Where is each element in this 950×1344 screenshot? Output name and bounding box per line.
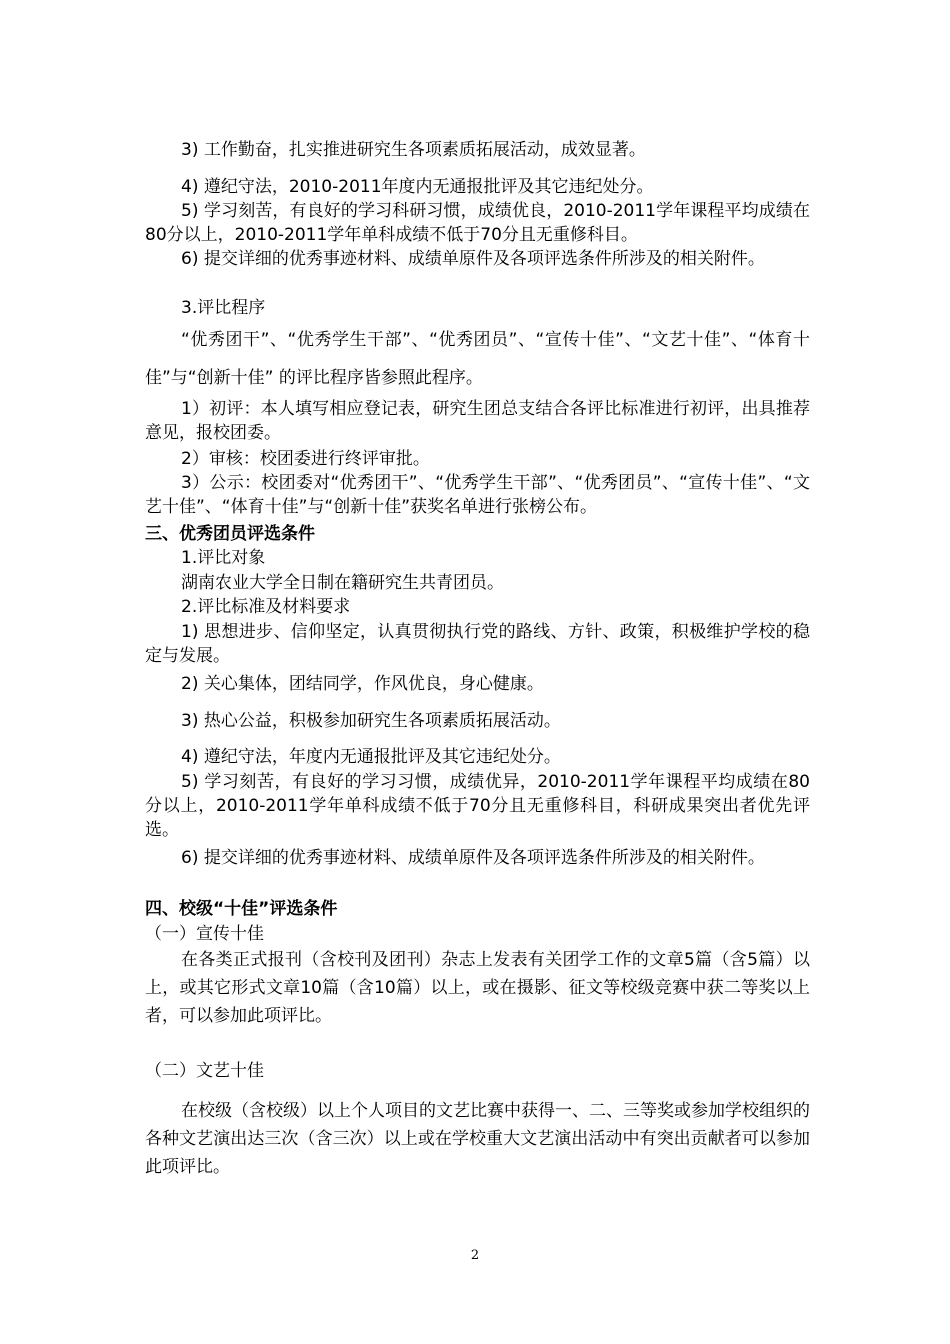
- paragraph-publicity-top10: 在各类正式报刊（含校刊及团刊）杂志上发表有关团学工作的文章5篇（含5篇）以上，或其它形式文章10篇（含10篇）以上，或在摄影、征文等校级竞赛中获二等奖以上者，可以参加此项评比。: [145, 950, 810, 1026]
- paragraph-initial-review: 1）初评：本人填写相应登记表，研究生团总支结合各评比标准进行初评，出具推荐意见，报校团委。: [145, 399, 810, 443]
- paragraph-item-6-materials: 6) 提交详细的优秀事迹材料、成绩单原件及各项评选条件所涉及的相关附件。: [181, 249, 765, 269]
- subheading-publicity-top10: （一）宣传十佳: [145, 924, 264, 944]
- paragraph-criteria-4: 4) 遵纪守法，年度内无通报批评及其它违纪处分。: [181, 747, 561, 767]
- paragraph-criteria-1: 1) 思想进步、信仰坚定，认真贯彻执行党的路线、方针、政策，积极维护学校的稳定与发展。: [145, 622, 810, 666]
- paragraph-criteria-6: 6) 提交详细的优秀事迹材料、成绩单原件及各项评选条件所涉及的相关附件。: [181, 848, 765, 868]
- paragraph-audit: 2）审核：校团委进行终评审批。: [181, 449, 430, 469]
- paragraph-procedure-scope: “优秀团干”、“优秀学生干部”、“优秀团员”、“宣传十佳”、“文艺十佳”、“体育十佳”与“创新十佳” 的评比程序皆参照此程序。: [145, 330, 810, 388]
- section-heading-3: 三、优秀团员评选条件: [145, 524, 315, 544]
- section-heading-4: 四、校级“十佳”评选条件: [145, 899, 338, 919]
- paragraph-target: 湖南农业大学全日制在籍研究生共青团员。: [181, 573, 504, 593]
- paragraph-criteria-5: 5) 学习刻苦，有良好的学习习惯，成绩优异，2010-2011学年课程平均成绩在80分以上，2010-2011学年单科成绩不低于70分且无重修科目，科研成果突出者优先评选。: [145, 772, 810, 840]
- paragraph-item-3-work: 3) 工作勤奋，扎实推进研究生各项素质拓展活动，成效显著。: [181, 140, 646, 160]
- paragraph-item-4-discipline: 4) 遵纪守法，2010-2011年度内无通报批评及其它违纪处分。: [181, 177, 654, 197]
- paragraph-item-5-study: 5) 学习刻苦，有良好的学习科研习惯，成绩优良，2010-2011学年课程平均成绩在80分以上，2010-2011学年单科成绩不低于70分且无重修科目。: [145, 201, 810, 245]
- subheading-procedure: 3.评比程序: [181, 298, 266, 318]
- paragraph-criteria-2: 2) 关心集体，团结同学，作风优良，身心健康。: [181, 674, 544, 694]
- paragraph-criteria-3: 3) 热心公益，积极参加研究生各项素质拓展活动。: [181, 711, 561, 731]
- subheading-target: 1.评比对象: [181, 548, 266, 568]
- paragraph-publicity: 3）公示：校团委对“优秀团干”、“优秀学生干部”、“优秀团员”、“宣传十佳”、“文艺十佳”、“体育十佳”与“创新十佳”获奖名单进行张榜公布。: [145, 473, 810, 517]
- subheading-criteria: 2.评比标准及材料要求: [181, 597, 351, 617]
- paragraph-arts-top10: 在校级（含校级）以上个人项目的文艺比赛中获得一、二、三等奖或参加学校组织的各种文艺演出达三次（含三次）以上或在学校重大文艺演出活动中有突出贡献者可以参加此项评比。: [145, 1101, 810, 1177]
- page-number: 2: [470, 1248, 480, 1263]
- subheading-arts-top10: （二）文艺十佳: [145, 1061, 264, 1081]
